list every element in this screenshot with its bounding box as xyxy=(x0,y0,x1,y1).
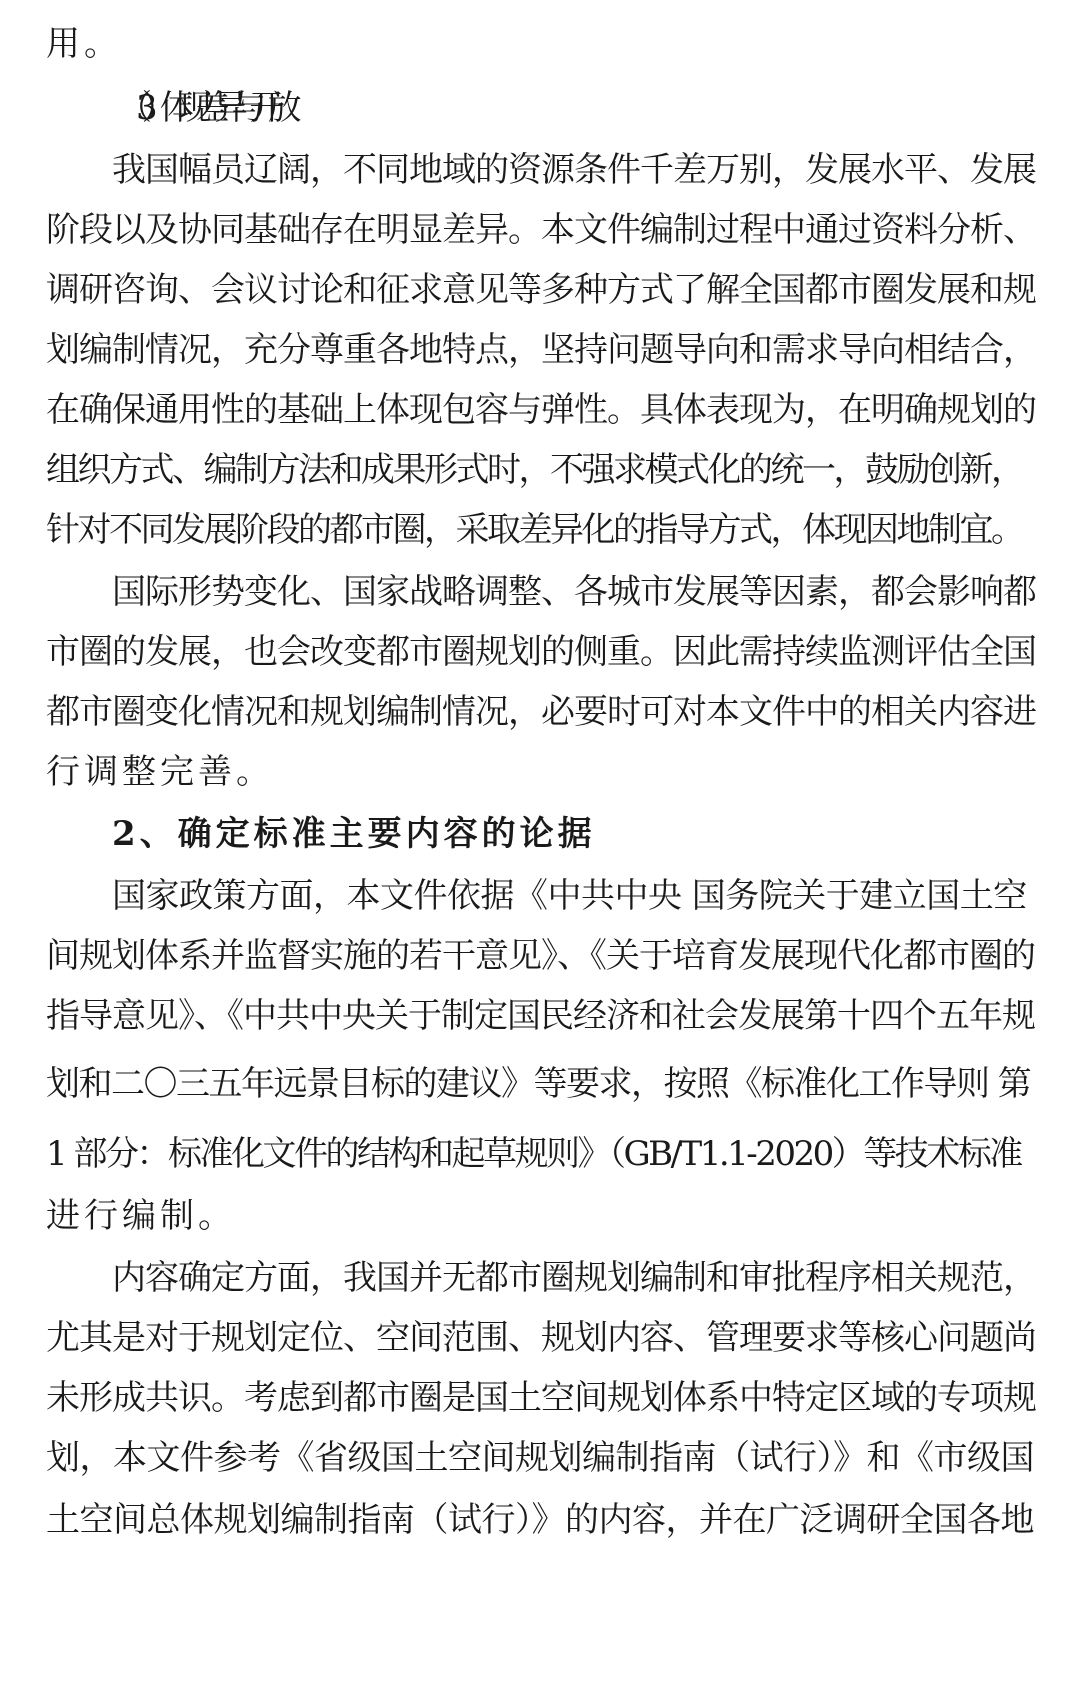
paragraph-line: 都市圈变化情况和规划编制情况，必要时可对本文件中的相关内容进 xyxy=(46,692,1036,732)
section-heading: 2、确定标准主要内容的论据 xyxy=(112,814,596,854)
paragraph-line: 划，本文件参考《省级国土空间规划编制指南（试行）》和《市级国 xyxy=(46,1438,1034,1478)
paragraph-line: 国际形势变化、国家战略调整、各城市发展等因素，都会影响都 xyxy=(112,572,1036,612)
paragraph-line: 内容确定方面，我国并无都市圈规划编制和审批程序相关规范， xyxy=(112,1258,1036,1298)
subsection-heading: （3）体现差异与开放 xyxy=(118,88,286,128)
paragraph-line: 阶段以及协同基础存在明显差异。本文件编制过程中通过资料分析、 xyxy=(46,210,1036,250)
text-line: 用。 xyxy=(46,24,122,64)
paragraph-line: 国家政策方面，本文件依据《中共中央 国务院关于建立国土空 xyxy=(112,876,1027,916)
paragraph-line: 间规划体系并监督实施的若干意见》、《关于培育发展现代化都市圈的 xyxy=(46,936,1035,976)
paragraph-line: 划和二〇三五年远景目标的建议》等要求，按照《标准化工作导则 第 xyxy=(46,1064,1031,1104)
paragraph-line: 未形成共识。考虑到都市圈是国土空间规划体系中特定区域的专项规 xyxy=(46,1378,1036,1418)
paragraph-line: 行调整完善。 xyxy=(46,752,274,792)
paragraph-line: 在确保通用性的基础上体现包容与弹性。具体表现为，在明确规划的 xyxy=(46,390,1036,430)
paragraph-line: 针对不同发展阶段的都市圈，采取差异化的指导方式，体现因地制宜。 xyxy=(46,510,1023,550)
paragraph-line: 进行编制。 xyxy=(46,1196,236,1236)
paragraph-line: 指导意见》、《中共中央关于制定国民经济和社会发展第十四个五年规 xyxy=(46,996,1035,1036)
paragraph-line: 1 部分：标准化文件的结构和起草规则》（GB/T1.1-2020）等技术标准 xyxy=(46,1134,1021,1174)
paragraph-line: 组织方式、编制方法和成果形式时，不强求模式化的统一，鼓励创新， xyxy=(46,450,1023,490)
paragraph-line: 市圈的发展，也会改变都市圈规划的侧重。因此需持续监测评估全国 xyxy=(46,632,1036,672)
paragraph-line: 土空间总体规划编制指南（试行）》的内容，并在广泛调研全国各地 xyxy=(46,1500,1034,1540)
paragraph-line: 划编制情况，充分尊重各地特点，坚持问题导向和需求导向相结合， xyxy=(46,330,1036,370)
paragraph-line: 我国幅员辽阔，不同地域的资源条件千差万别，发展水平、发展 xyxy=(112,150,1036,190)
paragraph-line: 尤其是对于规划定位、空间范围、规划内容、管理要求等核心问题尚 xyxy=(46,1318,1036,1358)
paragraph-line: 调研咨询、会议讨论和征求意见等多种方式了解全国都市圈发展和规 xyxy=(46,270,1036,310)
